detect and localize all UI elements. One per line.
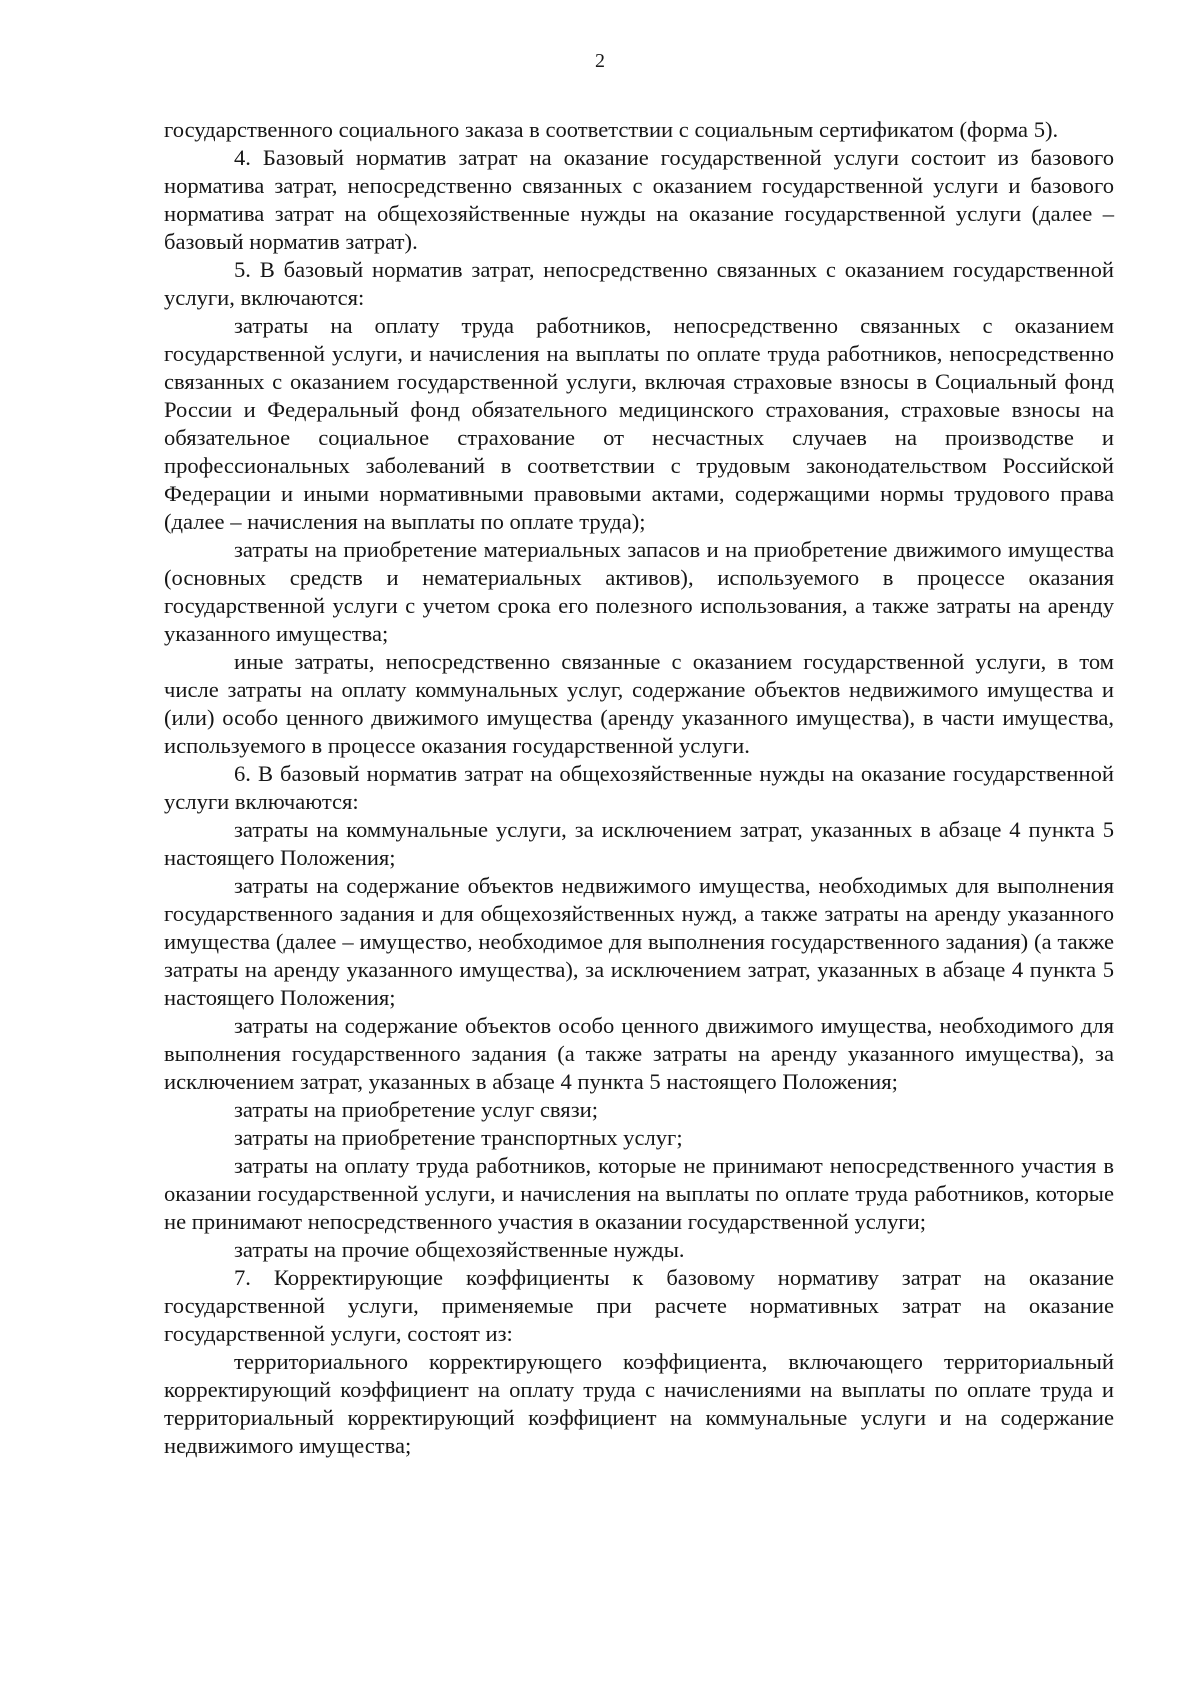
paragraph: затраты на оплату труда работников, которые не принимают непосредственного участия в оказании государственной услуги, и начисления на выплаты по оплате труда работников, которые не принимают непосредственного участия в оказании государственной услуги;: [164, 1153, 1114, 1234]
paragraph: затраты на приобретение услуг связи;: [234, 1097, 598, 1122]
document-body: [164, 116, 1114, 1460]
paragraph: 4. Базовый норматив затрат на оказание государственной услуги состоит из базового норматива затрат, непосредственно связанных с оказанием государственной услуги и базового норматива затрат на общехозяйственные нужды на оказание государственной услуги (далее – базовый норматив затрат).: [164, 145, 1114, 254]
paragraph: 6. В базовый норматив затрат на общехозяйственные нужды на оказание государственной услуги включаются:: [164, 761, 1114, 814]
paragraph: 5. В базовый норматив затрат, непосредственно связанных с оказанием государственной услуги, включаются:: [164, 257, 1114, 310]
paragraph: затраты на оплату труда работников, непосредственно связанных с оказанием государственной услуги, и начисления на выплаты по оплате труда работников, непосредственно связанных с оказанием государственной услуги, включая страховые взносы в Социальный фонд России и Федеральный фонд обязательного медицинского страхования, страховые взносы на обязательное социальное страхование от несчастных случаев на производстве и профессиональных заболеваний в соответствии с трудовым законодательством Российской Федерации и иными нормативными правовыми актами, содержащими нормы трудового права (далее – начисления на выплаты по оплате труда);: [164, 313, 1114, 534]
paragraph: государственного социального заказа в соответствии с социальным сертификатом (форма 5).: [164, 117, 1059, 142]
paragraph: затраты на приобретение транспортных услуг;: [234, 1125, 683, 1150]
paragraph: затраты на приобретение материальных запасов и на приобретение движимого имущества (основных средств и нематериальных активов), используемого в процессе оказания государственной услуги с учетом срока его полезного использования, а также затраты на аренду указанного имущества;: [164, 537, 1114, 646]
page-number: 2: [595, 50, 605, 72]
paragraph: затраты на содержание объектов недвижимого имущества, необходимых для выполнения государственного задания и для общехозяйственных нужд, а также затраты на аренду указанного имущества (далее – имущество, необходимое для выполнения государственного задания) (а также затраты на аренду указанного имущества), за исключением затрат, указанных в абзаце 4 пункта 5 настоящего Положения;: [164, 873, 1114, 1010]
paragraph: затраты на коммунальные услуги, за исключением затрат, указанных в абзаце 4 пункта 5 настоящего Положения;: [164, 817, 1114, 870]
paragraph: затраты на содержание объектов особо ценного движимого имущества, необходимого для выполнения государственного задания (а также затраты на аренду указанного имущества), за исключением затрат, указанных в абзаце 4 пункта 5 настоящего Положения;: [164, 1013, 1114, 1094]
paragraph: затраты на прочие общехозяйственные нужды.: [234, 1237, 685, 1262]
paragraph: территориального корректирующего коэффициента, включающего территориальный корректирующий коэффициент на оплату труда с начислениями на выплаты по оплате труда и территориальный корректирующий коэффициент на коммунальные услуги и на содержание недвижимого имущества;: [164, 1349, 1114, 1458]
paragraph: иные затраты, непосредственно связанные с оказанием государственной услуги, в том числе затраты на оплату коммунальных услуг, содержание объектов недвижимого имущества и (или) особо ценного движимого имущества (аренду указанного имущества), в части имущества, используемого в процессе оказания государственной услуги.: [164, 649, 1114, 758]
paragraph: 7. Корректирующие коэффициенты к базовому нормативу затрат на оказание государственной услуги, применяемые при расчете нормативных затрат на оказание государственной услуги, состоят из:: [164, 1265, 1114, 1346]
